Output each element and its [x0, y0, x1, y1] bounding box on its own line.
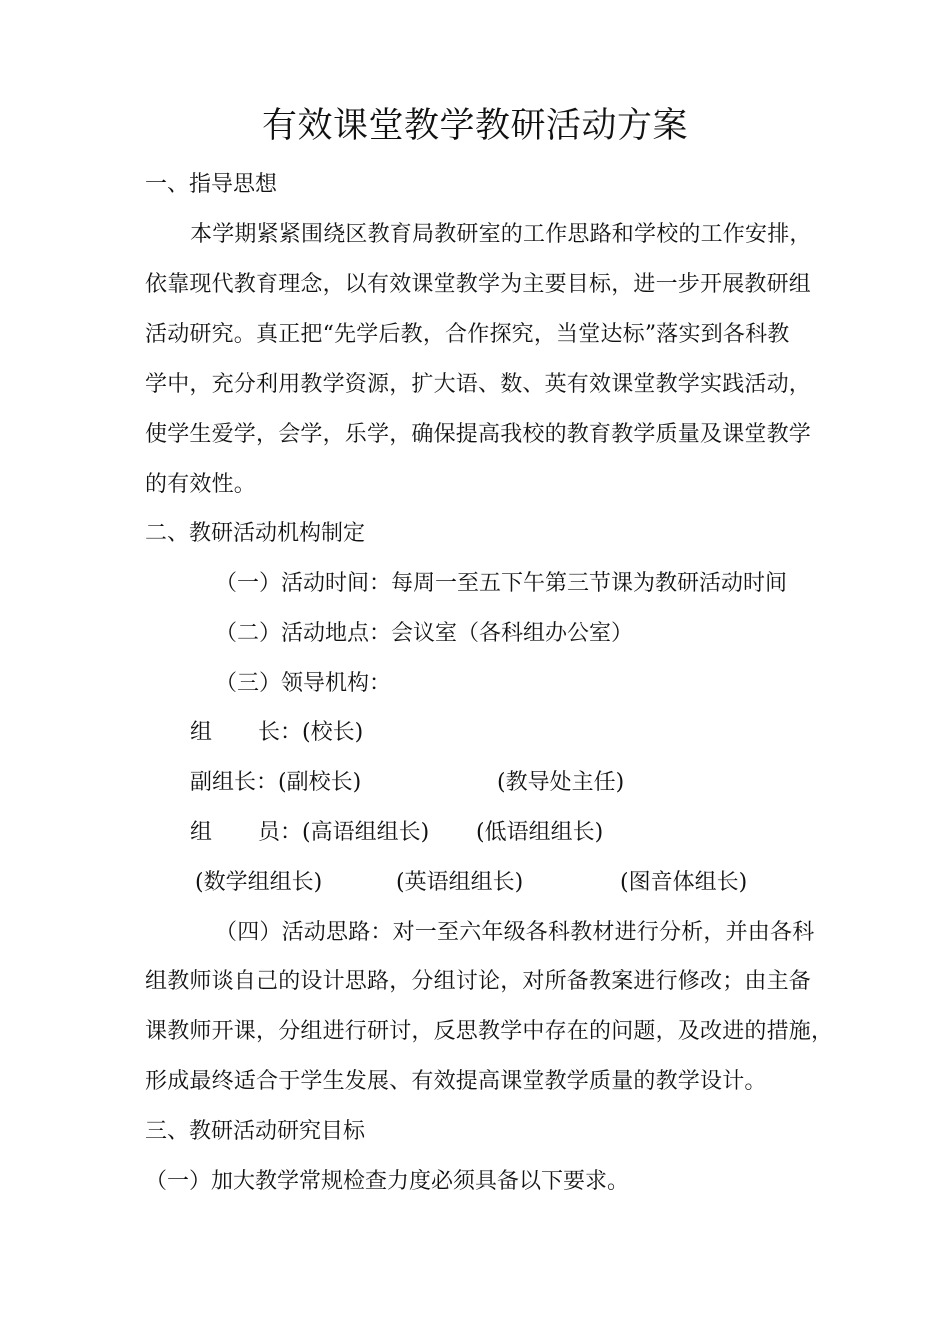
leader-label: 组 — [190, 720, 213, 745]
paragraph-line: 的有效性。 — [145, 472, 257, 497]
section1-heading: 一、指导思想 — [145, 172, 278, 197]
paragraph-line: 学中，充分利用教学资源，扩大语、数、英有效课堂教学实践活动， — [145, 372, 812, 397]
paragraph-line: 使学生爱学，会学，乐学，确保提高我校的教育教学质量及课堂教学 — [145, 422, 812, 447]
member-label: 组 — [190, 820, 213, 845]
paragraph-line: 活动研究。真正把“先学后教，合作探究，当堂达标”落实到各科教 — [145, 322, 790, 347]
approach-line: 组教师谈自己的设计思路，分组讨论，对所备教案进行修改；由主备 — [145, 969, 812, 994]
section3-heading: 三、教研活动研究目标 — [145, 1119, 366, 1144]
leader-role: 长：(校长) — [258, 720, 364, 745]
approach-line: 课教师开课，分组进行研讨，反思教学中存在的问题，及改进的措施， — [145, 1019, 834, 1044]
paragraph-line: 本学期紧紧围绕区教育局教研室的工作思路和学校的工作安排， — [190, 222, 812, 247]
section2-heading: 二、教研活动机构制定 — [145, 521, 366, 546]
document-title: 有效课堂教学教研活动方案 — [261, 106, 688, 146]
approach-line: （四）活动思路：对一至六年级各科教材进行分析，并由各科 — [215, 920, 815, 945]
vice-leader: 副组长：(副校长) — [190, 770, 362, 795]
vice-leader-2: (教导处主任) — [497, 770, 625, 795]
member-4: (英语组组长) — [396, 870, 524, 895]
leadership-heading: （三）领导机构： — [215, 671, 392, 696]
member-2: (低语组组长) — [476, 820, 604, 845]
member-3: (数学组组长) — [195, 870, 323, 895]
approach-line: 形成最终适合于学生发展、有效提高课堂教学质量的教学设计。 — [145, 1069, 767, 1094]
activity-time: （一）活动时间：每周一至五下午第三节课为教研活动时间 — [215, 571, 788, 596]
paragraph-line: 依靠现代教育理念，以有效课堂教学为主要目标，进一步开展教研组 — [145, 272, 812, 297]
activity-place: （二）活动地点：会议室（各科组办公室） — [215, 621, 634, 646]
member-1: 员：(高语组组长) — [258, 820, 430, 845]
section3-item1: （一）加大教学常规检查力度必须具备以下要求。 — [145, 1169, 630, 1194]
member-5: (图音体组长) — [620, 870, 748, 895]
